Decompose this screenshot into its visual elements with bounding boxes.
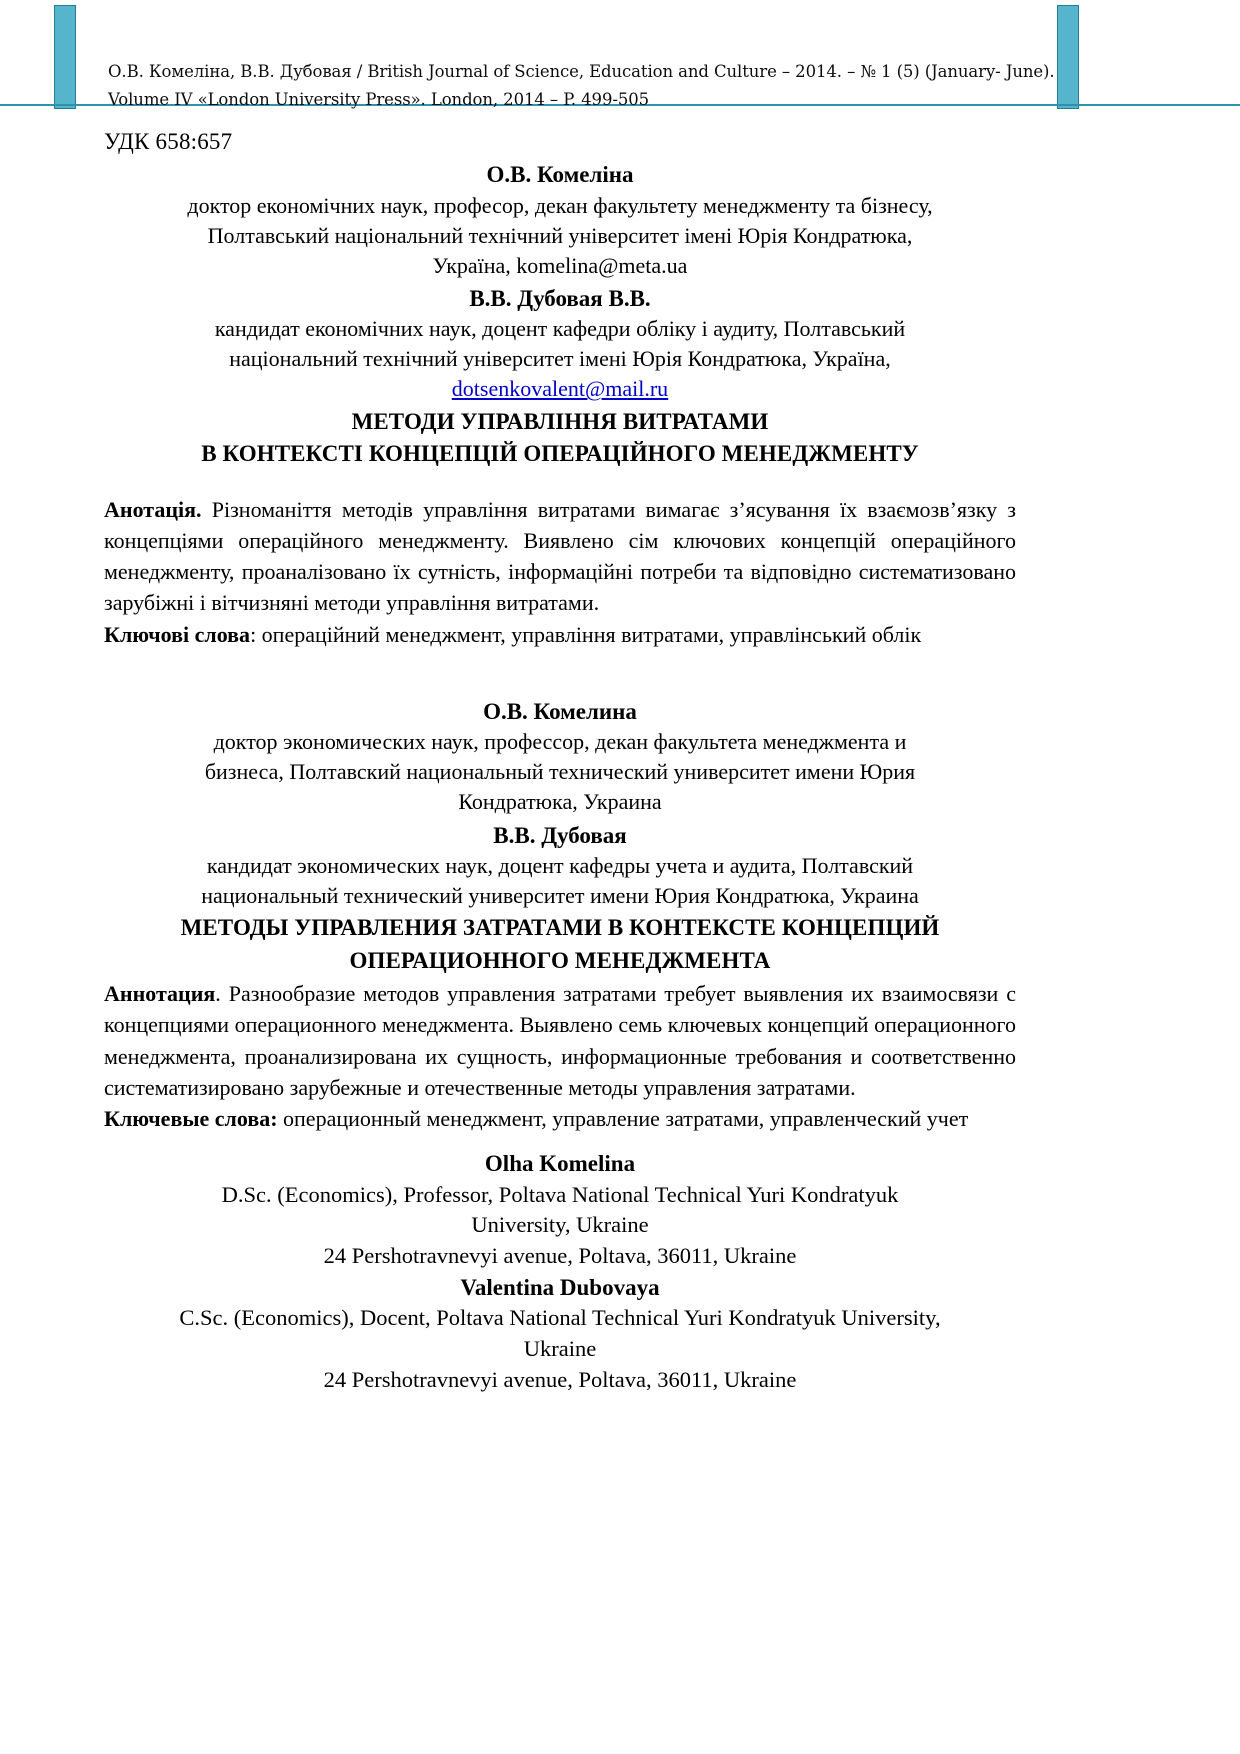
ru-author-2-name: В.В. Дубовая: [493, 822, 627, 848]
ua-keywords: [104, 619, 1016, 650]
ua-author-1-name: О.В. Комеліна: [486, 162, 634, 188]
en-author-1-name: Olha Komelina: [484, 1151, 636, 1177]
ru-abstract: [104, 978, 1016, 1103]
ua-author-1-affiliation-line-1: доктор економічних наук, професор, декан факультету менеджменту та бізнесу,: [187, 192, 933, 218]
header-accent-bar-left: [54, 5, 76, 109]
ru-author-1-affiliation-line-3: Кондратюка, Украина: [458, 789, 662, 815]
ru-keywords-text: операционный менеджмент, управление затратами, управленческий учет: [277, 1106, 969, 1132]
ua-author-2-name: В.В. Дубовая В.В.: [469, 285, 651, 311]
ru-keywords: [104, 1103, 1016, 1134]
section-spacer-ru-en: [104, 1134, 1016, 1148]
ua-title-line-2: В КОНТЕКСТІ КОНЦЕПЦІЙ ОПЕРАЦІЙНОГО МЕНЕДЖМЕНТУ: [201, 441, 919, 467]
ru-abstract-text: . Разнообразие методов управления затратами требует выявления их взаимосвязи с концепциями операционного менеджмента. Выявлено семь ключевых концепций операционного менеджмента, проанализирована их сущность, информационные требования и соответственно систематизировано зарубежные и отечественные методы управления затратами.: [104, 981, 1016, 1100]
ru-author-2-affiliation-line-1: кандидат экономических наук, доцент кафедры учета и аудита, Полтавский: [206, 852, 914, 878]
en-author-1-affiliation-line-1: D.Sc. (Economics), Professor, Poltava National Technical Yuri Kondratyuk: [221, 1181, 899, 1207]
ua-abstract-text: Різноманіття методів управління витратами вимагає з’ясування їх взаємозв’язку з концепціями операційного менеджменту. Виявлено сім ключових концепцій операційного менеджменту, проаналізовано їх сутність, інформаційні потреби та відповідно систематизовано зарубіжні і вітчизняні методи управління витратами.: [104, 496, 1016, 616]
ua-author-2-affiliation-line-1: кандидат економічних наук, доцент кафедри обліку і аудиту, Полтавський: [214, 316, 906, 342]
en-author-2-address: 24 Pershotravnevyi avenue, Poltava, 36011, Ukraine: [323, 1366, 797, 1392]
ru-title-line-2: ОПЕРАЦИОННОГО МЕНЕДЖМЕНТА: [349, 947, 771, 973]
header-citation: [108, 58, 1068, 114]
ru-keywords-label: Ключевые слова:: [104, 1106, 278, 1132]
page-header: [0, 0, 1240, 118]
ua-author-1-affiliation-line-3: Україна, komelina@meta.ua: [432, 252, 688, 278]
email-link-dubovaya[interactable]: dotsenkovalent@mail.ru: [451, 376, 669, 402]
ru-abstract-label: Аннотация: [104, 981, 216, 1007]
ua-abstract: [104, 494, 1016, 619]
document-body: [104, 126, 1016, 1396]
ua-title-line-1: МЕТОДИ УПРАВЛІННЯ ВИТРАТАМИ: [351, 408, 769, 434]
ru-title-line-1: МЕТОДЫ УПРАВЛЕНИЯ ЗАТРАТАМИ В КОНТЕКСТЕ КОНЦЕПЦИЙ: [180, 915, 940, 941]
ru-author-1-affiliation-line-1: доктор экономических наук, профессор, декан факультета менеджмента и: [213, 729, 907, 755]
header-citation-line-2: June). Volume IV «London University Press». London, 2014 – P. 499-505: [108, 62, 1055, 109]
section-spacer-ua-ru: [104, 650, 1016, 694]
en-author-2-affiliation-line-1: C.Sc. (Economics), Docent, Poltava National Technical Yuri Kondratyuk University,: [179, 1305, 941, 1331]
en-author-1-address: 24 Pershotravnevyi avenue, Poltava, 36011, Ukraine: [323, 1243, 797, 1269]
ua-keywords-label: Ключові слова: [104, 621, 251, 647]
ru-author-1-affiliation-line-2: бизнеса, Полтавский национальный технический университет имени Юрия: [204, 759, 916, 785]
ua-author-2-email-line: [104, 374, 1016, 404]
ua-author-2-affiliation-line-2: національний технічний університет імені Юрія Кондратюка, Україна,: [229, 346, 891, 372]
en-author-2-name: Valentina Dubovaya: [460, 1275, 660, 1301]
ua-author-1-affiliation-line-2: Полтавський національний технічний університет імені Юрія Кондратюка,: [207, 222, 913, 248]
ru-author-1-name: О.В. Комелина: [483, 698, 637, 724]
en-author-1-affiliation-line-2: University, Ukraine: [471, 1212, 649, 1238]
ru-author-2-affiliation-line-2: национальный технический университет имени Юрия Кондратюка, Украина: [201, 882, 919, 908]
ua-abstract-label: Анотація.: [104, 496, 202, 522]
header-citation-line-1: О.В. Комеліна, В.В. Дубовая / British Journal of Science, Education and Culture – 2014. – № 1 (5) (January-: [108, 62, 1001, 81]
ua-keywords-text: : операційний менеджмент, управління витратами, управлінський облік: [250, 621, 922, 647]
udc-code: УДК 658:657: [104, 129, 233, 154]
en-author-2-affiliation-line-2: Ukraine: [523, 1336, 597, 1362]
